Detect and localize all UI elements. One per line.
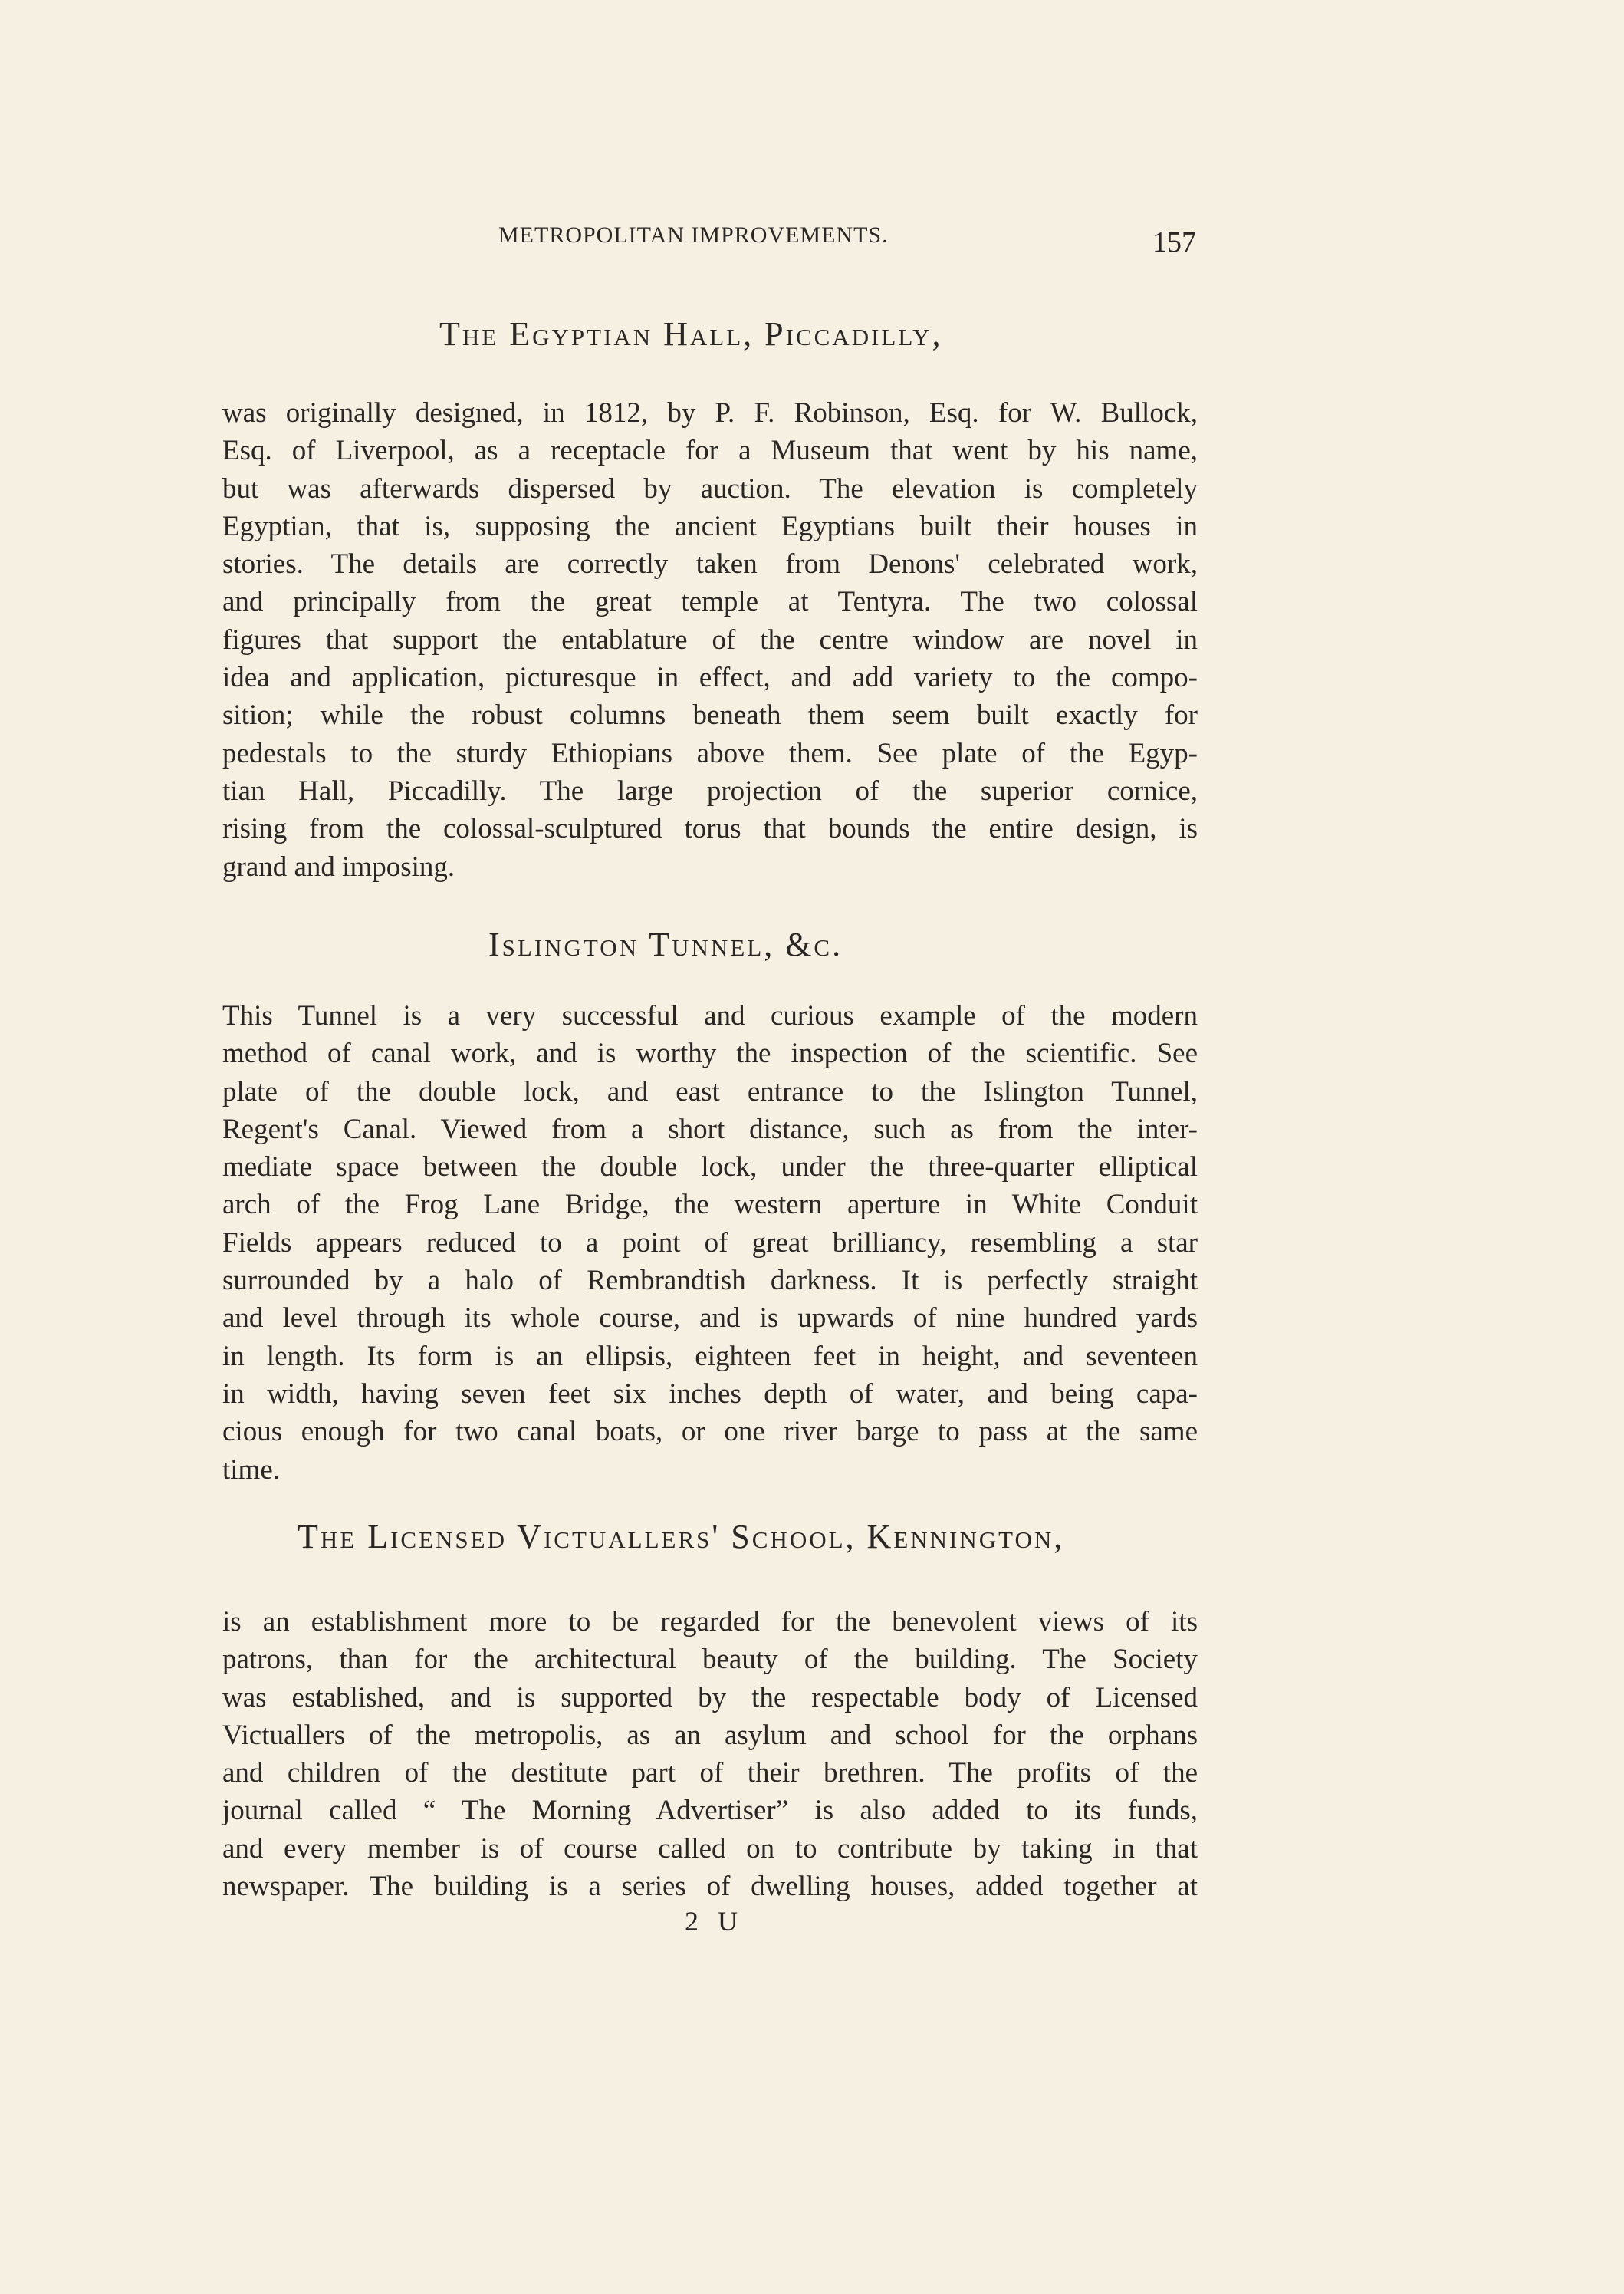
text-line: Esq. of Liverpool, as a receptacle for a Museum that went by his name, (222, 435, 1198, 467)
text-line: Egyptian, that is, supposing the ancient Egyptians built their houses in (222, 510, 1198, 542)
text-line: Regent's Canal. Viewed from a short distance, such as from the inter- (222, 1113, 1198, 1145)
text-line: pedestals to the sturdy Ethiopians above them. See plate of the Egyp- (222, 737, 1198, 769)
section-heading-licensed-victuallers: The Licensed Victuallers' School, Kennington, (298, 1518, 1065, 1555)
running-title: METROPOLITAN IMPROVEMENTS. (498, 222, 889, 248)
text-line: plate of the double lock, and east entrance to the Islington Tunnel, (222, 1075, 1198, 1108)
text-line: journal called “ The Morning Advertiser” is also added to its funds, (222, 1795, 1198, 1827)
text-line: and children of the destitute part of their brethren. The profits of the (222, 1757, 1198, 1789)
text-line: and principally from the great temple at Tentyra. The two colossal (222, 586, 1198, 618)
text-line: Victuallers of the metropolis, as an asylum and school for the orphans (222, 1719, 1198, 1751)
text-line: was established, and is supported by the respectable body of Licensed (222, 1681, 1198, 1713)
section-heading-egyptian-hall: The Egyptian Hall, Piccadilly, (439, 315, 943, 353)
text-line: tian Hall, Piccadilly. The large projection of the superior cornice, (222, 775, 1198, 807)
text-line: mediate space between the double lock, under the three-quarter elliptical (222, 1151, 1198, 1183)
text-line: This Tunnel is a very successful and curious example of the modern (222, 1000, 1198, 1032)
signature-mark: 2 U (685, 1906, 744, 1937)
text-line: method of canal work, and is worthy the inspection of the scientific. See (222, 1038, 1198, 1070)
text-line: in width, having seven feet six inches depth of water, and being capa- (222, 1377, 1198, 1410)
text-line: was originally designed, in 1812, by P. F. Robinson, Esq. for W. Bullock, (222, 397, 1198, 429)
text-line: and level through its whole course, and is upwards of nine hundred yards (222, 1302, 1198, 1335)
section-heading-islington-tunnel: Islington Tunnel, &c. (488, 926, 843, 963)
text-line: figures that support the entablature of the centre window are novel in (222, 624, 1198, 656)
text-line: arch of the Frog Lane Bridge, the western aperture in White Conduit (222, 1189, 1198, 1221)
paragraph-egyptian-hall (222, 394, 1198, 886)
text-line: idea and application, picturesque in effect, and add variety to the compo- (222, 662, 1198, 694)
text-line: stories. The details are correctly taken from Denons' celebrated work, (222, 548, 1198, 581)
text-line: patrons, than for the architectural beauty of the building. The Society (222, 1644, 1198, 1676)
page-number: 157 (1152, 226, 1196, 258)
paragraph-licensed-victuallers (222, 1603, 1198, 1905)
text-line: grand and imposing. (222, 851, 455, 883)
text-line: sition; while the robust columns beneath them seem built exactly for (222, 699, 1198, 732)
text-line: cious enough for two canal boats, or one river barge to pass at the same (222, 1416, 1198, 1448)
text-line: newspaper. The building is a series of dwelling houses, added together at (222, 1871, 1198, 1903)
text-line: rising from the colossal-sculptured torus that bounds the entire design, is (222, 813, 1198, 845)
paragraph-islington-tunnel (222, 997, 1198, 1489)
text-line: in length. Its form is an ellipsis, eighteen feet in height, and seventeen (222, 1340, 1198, 1372)
text-line: is an establishment more to be regarded for the benevolent views of its (222, 1606, 1198, 1637)
text-line: time. (222, 1453, 281, 1486)
text-line: surrounded by a halo of Rembrandtish darkness. It is perfectly straight (222, 1265, 1198, 1297)
text-line: Fields appears reduced to a point of great brilliancy, resembling a star (222, 1226, 1198, 1259)
text-line: and every member is of course called on to contribute by taking in that (222, 1832, 1198, 1864)
text-line: but was afterwards dispersed by auction. The elevation is completely (222, 472, 1198, 505)
